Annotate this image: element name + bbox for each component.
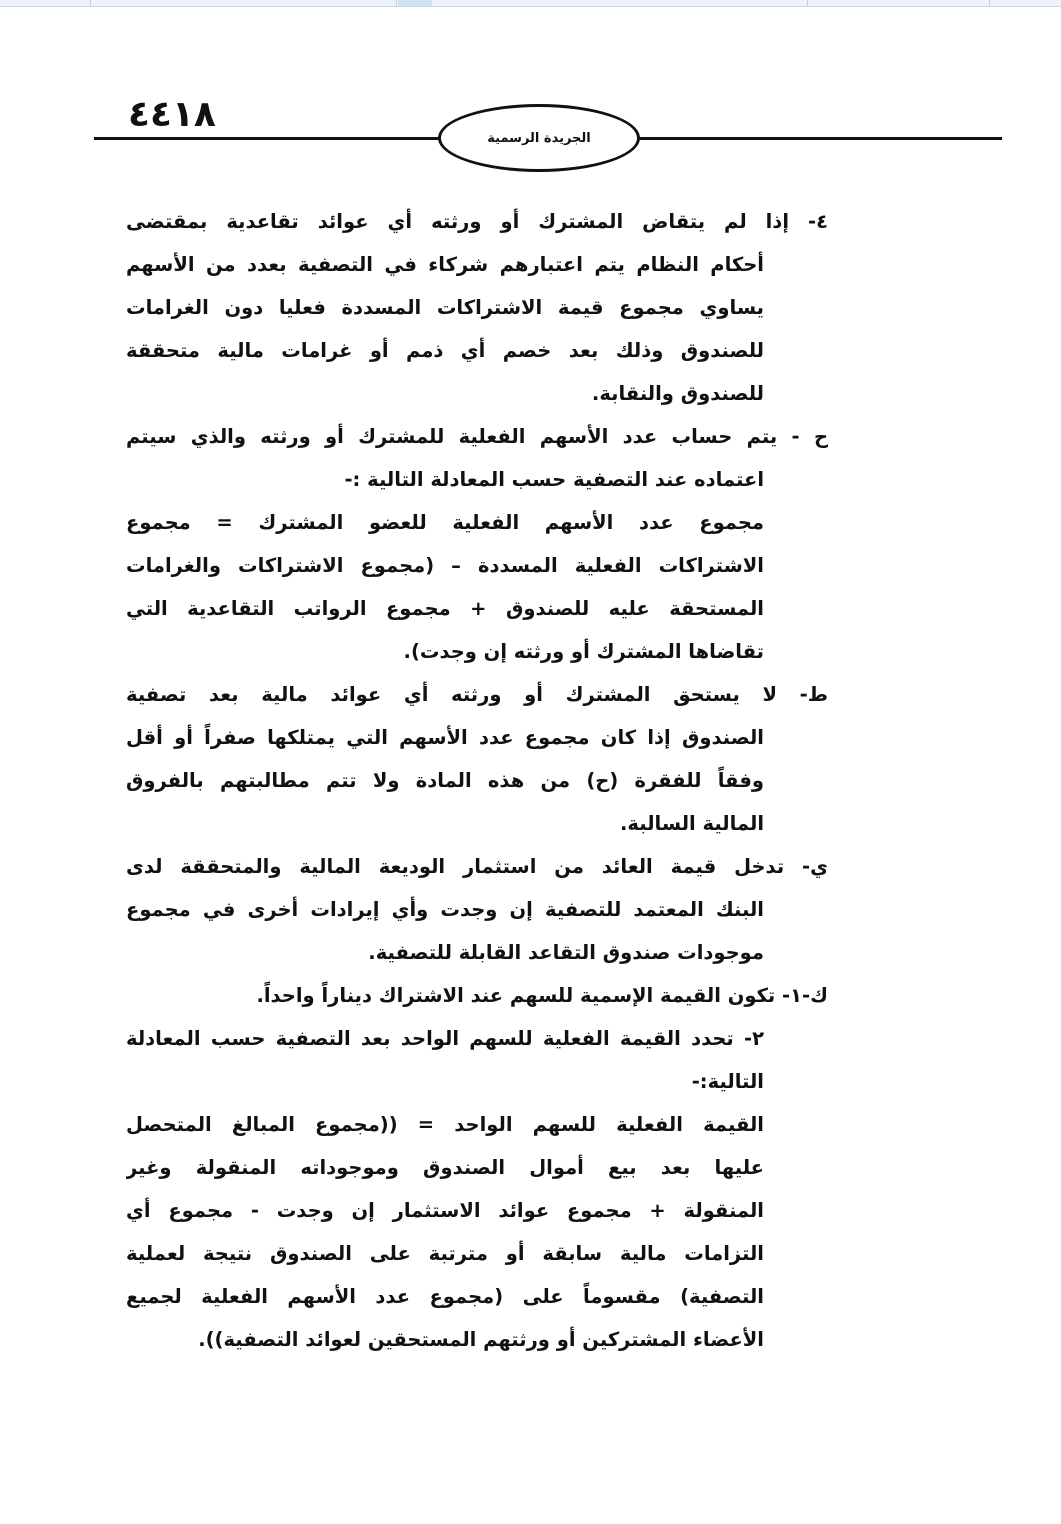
- text-line: التالية:-: [691, 1070, 764, 1093]
- text-line: ك-١- تكون القيمة الإسمية للسهم عند الاشتراك ديناراً واحداً.: [256, 984, 828, 1007]
- text-line: الاشتراكات الفعلية المسددة – (مجموع الاشتراكات والغرامات: [126, 554, 764, 577]
- text-line: اعتماده عند التصفية حسب المعادلة التالية :-: [344, 468, 764, 491]
- text-line: المنقولة + مجموع عوائد الاستثمار إن وجدت - مجموع أي: [126, 1199, 764, 1222]
- text-line: للصندوق والنقابة.: [591, 382, 764, 405]
- text-line: مجموع عدد الأسهم الفعلية للعضو المشترك = مجموع: [126, 511, 764, 534]
- text-line: الأعضاء المشتركين أو ورثتهم المستحقين لعوائد التصفية)).: [198, 1328, 764, 1351]
- page-number: ٤٤١٨: [128, 94, 216, 135]
- text-line: تقاضاها المشترك أو ورثته إن وجدت).: [403, 640, 764, 663]
- document-body: [126, 200, 828, 1361]
- text-line: التزامات مالية سابقة أو مترتبة على الصندوق نتيجة لعملية: [126, 1242, 764, 1265]
- text-line: المستحقة عليه للصندوق + مجموع الرواتب التقاعدية التي: [126, 597, 764, 620]
- text-line: البنك المعتمد للتصفية إن وجدت وأي إيرادات أخرى في مجموع: [126, 898, 764, 921]
- text-line: ط- لا يستحق المشترك أو ورثته أي عوائد مالية بعد تصفية: [126, 683, 828, 706]
- masthead-title: الجريدة الرسمية: [487, 130, 591, 146]
- viewer-tab-segment[interactable]: [90, 0, 397, 6]
- text-line: ح - يتم حساب عدد الأسهم الفعلية للمشترك أو ورثته والذي سيتم: [126, 425, 828, 448]
- viewer-tab-segment[interactable]: [0, 0, 91, 6]
- text-line: أحكام النظام يتم اعتبارهم شركاء في التصفية بعدد من الأسهم: [126, 253, 764, 276]
- text-line: موجودات صندوق التقاعد القابلة للتصفية.: [368, 941, 764, 964]
- text-line: الصندوق إذا كان مجموع عدد الأسهم التي يمتلكها صفراً أو أقل: [126, 726, 764, 749]
- text-line: للصندوق وذلك بعد خصم أي ذمم أو غرامات مالية متحققة: [126, 339, 764, 362]
- text-line: عليها بعد بيع أموال الصندوق وموجوداته المنقولة وغير: [126, 1156, 764, 1179]
- viewer-tab-segment[interactable]: [432, 0, 808, 6]
- text-line: ي- تدخل قيمة العائد من استثمار الوديعة المالية والمتحققة لدى: [126, 855, 828, 878]
- text-line: وفقاً للفقرة (ح) من هذه المادة ولا تتم مطالبتهم بالفروق: [126, 769, 764, 792]
- text-line: ٤- إذا لم يتقاض المشترك أو ورثته أي عوائد تقاعدية بمقتضى: [126, 210, 828, 233]
- viewer-tab-segment[interactable]: [807, 0, 990, 6]
- text-line: المالية السالبة.: [620, 812, 764, 835]
- viewer-top-bar: [0, 0, 1061, 7]
- text-line: ٢- تحدد القيمة الفعلية للسهم الواحد بعد التصفية حسب المعادلة: [126, 1027, 764, 1050]
- masthead-oval: [438, 104, 640, 172]
- text-line: التصفية) مقسوماً على (مجموع عدد الأسهم الفعلية لجميع: [126, 1285, 764, 1308]
- viewer-tab-highlight[interactable]: [398, 0, 432, 6]
- text-line: يساوي مجموع قيمة الاشتراكات المسددة فعليا دون الغرامات: [126, 296, 764, 319]
- text-line: القيمة الفعلية للسهم الواحد = ((مجموع المبالغ المتحصل: [126, 1113, 764, 1136]
